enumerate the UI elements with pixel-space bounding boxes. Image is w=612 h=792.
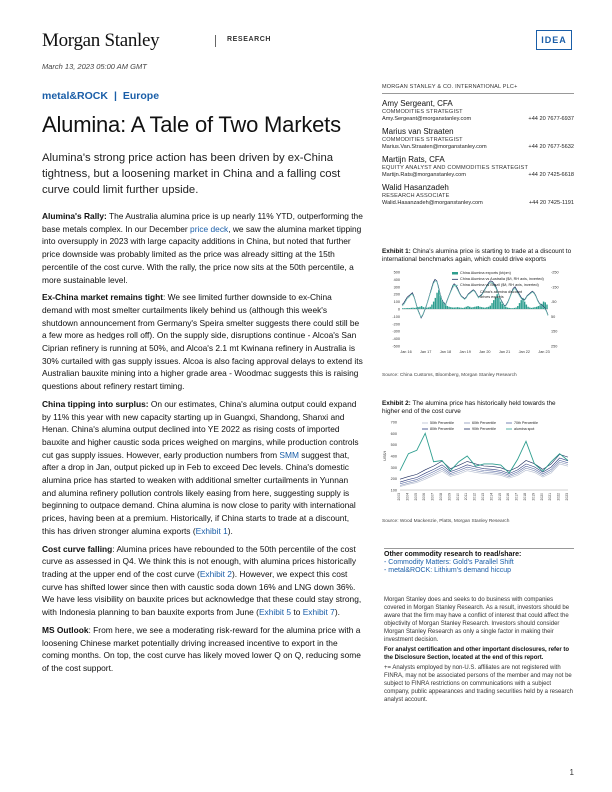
export-bar <box>405 308 406 309</box>
paragraph-alumina-rally: Alumina's Rally: The Australia alumina price is up nearly 11% YTD, outperforming the base metals complex. In our December price deck, we saw the alumina market tipping into oversupply in 2023 with large capacity additions in China, but noted that further price downside was probably limited as the price was already sitting at the 15th percentile of the cost curve. With the rally, the price now sits at the 50th percentile, a more sustainable level. <box>42 211 363 285</box>
export-bar <box>524 302 525 309</box>
y-tick: 500 <box>390 443 397 448</box>
series-name[interactable]: metal&ROCK <box>42 90 108 102</box>
exhibit-2-chart <box>382 416 574 512</box>
export-bar <box>454 308 455 309</box>
x-tick-label: Jan 16 <box>400 350 412 354</box>
article-body <box>42 210 364 675</box>
x-tick-label: Jan 18 <box>439 350 452 354</box>
export-bar <box>429 307 430 309</box>
x-tick-label: Jan 21 <box>498 350 511 354</box>
export-bar <box>462 308 463 309</box>
header-divider <box>215 35 216 47</box>
chart-annotation: drives exports <box>480 295 504 299</box>
export-bar <box>536 307 537 309</box>
x-tick-label: 2011 <box>464 493 469 501</box>
analyst-email[interactable]: Amy.Sergeant@morganstanley.com <box>382 116 472 122</box>
y-tick-left: -400 <box>392 337 400 342</box>
lead-cost-curve: Cost curve falling <box>42 543 113 554</box>
analyst-role: COMMODITIES STRATEGIST <box>382 109 463 115</box>
page-number: 1 <box>569 768 574 777</box>
exhibit-1-link[interactable]: Exhibit 1 <box>195 525 228 536</box>
y-tick-right: 50 <box>551 314 556 319</box>
export-bar <box>448 307 449 309</box>
export-bar <box>436 293 437 309</box>
export-bar <box>519 303 520 309</box>
exhibit-2 <box>382 400 574 524</box>
paragraph-ms-outlook: MS Outlook: From here, we see a moderating risk-reward for the alumina price with a loosening Chinese market potentially driving increased incentive to export in the coming months. On top, the cost curve has likely moved lower Q on Q, reducing some of the cost support. <box>42 624 361 673</box>
export-bar <box>514 308 515 309</box>
research-label: RESEARCH <box>227 36 272 43</box>
export-bar <box>478 306 479 309</box>
export-bar <box>459 308 460 309</box>
export-bar <box>402 308 403 309</box>
export-bar <box>508 308 509 309</box>
x-tick-label: 2008 <box>439 493 443 501</box>
export-bar <box>539 305 540 309</box>
y-tick-left: 0 <box>397 307 400 312</box>
other-research-link-2[interactable]: - metal&ROCK: Lithium's demand hiccup <box>384 567 511 574</box>
x-tick-label: 2009 <box>447 493 452 501</box>
exhibit-1-chart <box>382 264 574 366</box>
export-bar <box>431 305 432 309</box>
export-bar <box>447 306 448 309</box>
analyst-phone: +44 20 7677-6937 <box>528 116 574 122</box>
analyst-card <box>382 99 574 122</box>
legend-label: 50th Percentile <box>430 421 454 425</box>
analyst-phone: +44 20 7425-6618 <box>528 172 574 178</box>
export-bar <box>533 308 534 309</box>
y-tick: 300 <box>390 465 397 470</box>
export-bar <box>474 307 475 309</box>
disclosure <box>384 596 574 704</box>
analyst-email[interactable]: Marius.Van.Straaten@morganstanley.com <box>382 144 487 150</box>
publication-date: March 13, 2023 05:00 AM GMT <box>42 62 147 71</box>
y-tick-left: 100 <box>393 300 400 305</box>
brand-logo: Morgan Stanley <box>42 30 160 51</box>
analyst-phone: +44 20 7425-1191 <box>528 200 574 206</box>
exhibit-1-caption: Exhibit 1: China's alumina price is starting to trade at a discount to international benchmarks again, which could drive exports <box>382 248 572 263</box>
analyst-card <box>382 127 574 150</box>
x-tick-label: 2006 <box>422 493 427 501</box>
legend-label: alumina spot <box>514 427 535 431</box>
legend-label: China Alumina vs Australia ($/t, RH axis, inverted) <box>460 277 544 281</box>
y-tick-left: 200 <box>393 292 400 297</box>
export-bar <box>512 308 513 309</box>
analyst-name: Walid Hasanzadeh <box>382 183 449 192</box>
smm-link[interactable]: SMM <box>279 449 299 460</box>
export-bar <box>450 307 451 309</box>
idea-badge-label: IDEA <box>541 35 567 45</box>
affiliation: MORGAN STANLEY & CO. INTERNATIONAL PLC+ <box>382 84 574 94</box>
x-tick-label: 2014 <box>489 493 494 501</box>
legend-label: 70th Percentile <box>514 421 538 425</box>
disclosure-certification: For analyst certification and other important disclosures, refer to the Disclosure Section, located at the end of this report. <box>384 647 570 661</box>
export-bar <box>421 306 422 309</box>
export-bar <box>452 308 453 309</box>
exhibit-2-link[interactable]: Exhibit 2 <box>199 568 232 579</box>
export-bar <box>526 305 527 309</box>
y-tick: 400 <box>390 454 397 459</box>
export-bar <box>435 298 436 309</box>
x-tick-label: 2012 <box>472 493 477 501</box>
y-tick-right: 150 <box>551 329 558 334</box>
analyst-role: RESEARCH ASSOCIATE <box>382 193 450 199</box>
x-tick-label: 2015 <box>497 493 502 501</box>
export-bar <box>423 307 424 309</box>
exhibit-7-link[interactable]: Exhibit 7 <box>302 607 335 618</box>
export-bar <box>483 308 484 309</box>
y-axis-label: US$/t <box>383 451 387 461</box>
y-tick-left: -500 <box>392 344 400 349</box>
export-bar <box>428 307 429 309</box>
export-bar <box>469 307 470 309</box>
y-tick: 100 <box>390 488 397 493</box>
y-tick-left: 500 <box>393 270 400 275</box>
y-tick-left: 400 <box>393 277 400 282</box>
disclosure-finra: += Analysts employed by non-U.S. affiliates are not registered with FINRA, may not be associated persons of the member and may not be subject to FINRA restrictions on communications with a subject company, public appearances and trading securities held by a research analyst account. <box>384 665 573 703</box>
analyst-phone: +44 20 7677-5632 <box>528 144 574 150</box>
lead-ms-outlook: MS Outlook <box>42 624 89 635</box>
idea-badge <box>536 30 572 50</box>
export-bar <box>488 307 489 309</box>
export-bar <box>471 308 472 309</box>
exhibit-5-link[interactable]: Exhibit 5 <box>258 607 292 618</box>
y-tick-right: -50 <box>551 300 557 305</box>
x-tick-label: Jan 22 <box>518 350 530 354</box>
export-bar <box>404 308 405 309</box>
x-tick-label: 2003 <box>397 493 401 501</box>
x-tick-label: 2021 <box>548 493 553 501</box>
x-tick-label: 2022 <box>556 493 561 501</box>
x-tick-label: 2010 <box>455 493 460 501</box>
export-bar <box>467 306 468 309</box>
export-bar <box>460 308 461 309</box>
x-tick-label: Jan 23 <box>538 350 550 354</box>
analyst-email[interactable]: Martijn.Rats@morganstanley.com <box>382 172 466 178</box>
x-tick-label: 2004 <box>405 493 410 501</box>
y-tick-left: 300 <box>393 285 400 290</box>
export-bar <box>409 308 410 309</box>
x-tick-label: 2018 <box>523 493 527 501</box>
export-bar <box>419 307 420 309</box>
series-line <box>400 433 568 473</box>
y-tick-left: -100 <box>392 314 400 319</box>
y-tick: 600 <box>390 431 397 436</box>
analyst-panel <box>382 84 574 206</box>
export-bar <box>486 307 487 309</box>
export-bar <box>466 307 467 309</box>
export-bar <box>476 306 477 309</box>
x-tick-label: 2016 <box>506 493 511 501</box>
x-tick-label: 2017 <box>514 493 519 501</box>
x-tick-label: 2005 <box>413 493 418 501</box>
page-title: Alumina: A Tale of Two Markets <box>42 112 341 137</box>
export-bar <box>502 304 503 309</box>
subtitle: Alumina's strong price action has been driven by ex-China tightness, but a loosening market in China and a falling cost curve could limit further upside. <box>42 152 341 196</box>
export-bar <box>457 307 458 309</box>
analyst-name: Amy Sergeant, CFA <box>382 99 453 108</box>
x-tick-label: Jan 17 <box>420 350 432 354</box>
paragraph-ex-china: Ex-China market remains tight: We see limited further downside to ex-China demand with most smelter curtailments likely behind us (although this week's shutdown announcement from Germany's Speira smelter suggests there could still be a few more as hedges roll off). On the supply side, disruptions continue - Alcoa's San Ciprian refinery is running at 50%, and Alcoa's 2.1 mt Kwinana refinery in Australia is 30% curtailed with gas supply issues. Alcoa is also facing approval delays to extend its Australian bauxite mining into a higher grade area - Woodmac suggests this is raising questions about refinery restart timing. <box>42 292 363 392</box>
analyst-email[interactable]: Walid.Hasanzadeh@morganstanley.com <box>382 200 483 206</box>
export-bar <box>472 307 473 309</box>
export-bar <box>481 307 482 309</box>
y-tick-left: -300 <box>392 329 400 334</box>
lead-china-surplus: China tipping into surplus: <box>42 398 149 409</box>
analyst-role: EQUITY ANALYST AND COMMODITIES STRATEGIST <box>382 165 529 171</box>
x-tick-label: Jan 19 <box>459 350 471 354</box>
export-bar <box>414 308 415 309</box>
x-tick-label: Jan 20 <box>479 350 491 354</box>
export-bar <box>507 308 508 309</box>
export-bar <box>455 307 456 309</box>
main-column <box>42 90 364 680</box>
x-tick-label: 2013 <box>481 493 485 501</box>
legend-label: China Alumina vs Brazil ($/t, RH axis, inverted) <box>460 283 539 287</box>
export-bar <box>411 308 412 309</box>
report-header <box>42 30 572 52</box>
export-bar <box>531 308 532 309</box>
exhibit-2-source: Source: Wood Mackenzie, Platts, Morgan Stanley Research <box>382 519 510 524</box>
export-bar <box>498 298 499 309</box>
export-bar <box>479 307 480 309</box>
export-bar <box>464 308 465 309</box>
export-bar <box>505 307 506 309</box>
series-region[interactable]: Europe <box>122 90 160 102</box>
paragraph-cost-curve: Cost curve falling: Alumina prices have rebounded to the 50th percentile of the cost curve as assessed in Q4. We think this is not enough, with alumina prices historically trading at the upper end of the cost curve (Exhibit 2). However, we expect this cost curve has shifted lower since then with caustic soda down 16% and LNG down 36%. We have less visibility on bauxite prices but acknowledge that these could stay strong, with Indonesia planning to ban bauxite exports from June (Exhibit 5 to Exhibit 7). <box>42 543 362 618</box>
export-bar <box>491 303 492 309</box>
export-bar <box>517 306 518 309</box>
export-bar <box>407 308 408 309</box>
export-bar <box>534 307 535 309</box>
y-tick-right: -150 <box>551 285 559 290</box>
other-research-link-1[interactable]: - Commodity Matters: Gold's Parallel Shift <box>384 559 514 566</box>
paragraph-china-surplus: China tipping into surplus: On our estimates, China's alumina output could expand by 11% this year with new capacity starting up in Guangxi, Shandong, Shanxi and Henan. China's alumina output declined into YE 2022 as rising costs of imported bauxite and higher caustic soda prices weighed on margins, while production controls cut gas supply issues. However, early production numbers from SMM suggest that, after a drop in Jan, output picked up in Feb to exceed Dec levels. China's domestic alumina price has started to weaken with additional smelter curtailments in Yunnan and alumina refinery pollution controls likely easing from here, suggesting supply is beginning to outpace demand. China alumina is now close to parity with international prices, having been at a premium. Historically, if China starts to trade at a discount, this has driven stronger alumina exports (Exhibit 1). <box>42 398 359 536</box>
export-bar <box>515 308 516 309</box>
lead-ex-china: Ex-China market remains tight <box>42 292 164 303</box>
export-bar <box>433 302 434 309</box>
exhibit-2-caption: Exhibit 2: The alumina price has historically held towards the higher end of the cost curve <box>382 400 556 415</box>
x-tick-label: 2007 <box>430 493 435 501</box>
x-tick-label: 2023 <box>565 493 569 501</box>
analyst-list <box>382 99 574 206</box>
export-bar <box>500 302 501 309</box>
y-tick-left: -200 <box>392 322 400 327</box>
other-research-heading: Other commodity research to read/share: <box>384 551 522 558</box>
analyst-card <box>382 183 574 206</box>
export-bar <box>527 307 528 309</box>
series-line: metal&ROCK | Europe <box>42 90 160 102</box>
x-tick-label: 2019 <box>531 493 536 501</box>
export-bar <box>521 300 522 309</box>
y-tick-right: 250 <box>551 344 558 349</box>
exhibit-1-source: Source: China Customs, Bloomberg, Morgan Stanley Research <box>382 373 517 378</box>
export-bar <box>484 308 485 309</box>
analyst-role: COMMODITIES STRATEGIST <box>382 137 463 143</box>
x-tick-label: 2020 <box>539 493 544 501</box>
analyst-card <box>382 155 574 178</box>
legend-label: China Alumina exports (kt/pm) <box>460 271 511 275</box>
y-tick: 200 <box>390 477 397 482</box>
export-bar <box>510 308 511 309</box>
analyst-name: Marius van Straaten <box>382 127 454 136</box>
y-tick-right: -250 <box>551 270 559 275</box>
export-bar <box>490 306 491 309</box>
y-tick: 700 <box>390 420 397 425</box>
legend-label: 90th Percentile <box>472 427 496 431</box>
exhibit-1 <box>382 248 574 378</box>
legend-label: 60th Percentile <box>472 421 496 425</box>
legend-label: 80th Percentile <box>430 427 454 431</box>
export-bar <box>426 308 427 309</box>
export-bar <box>412 308 413 309</box>
export-bar <box>529 308 530 309</box>
disclosure-conflict: Morgan Stanley does and seeks to do business with companies covered in Morgan Stanley Research. As a result, investors should be aware that the firm may have a conflict of interest that could affect the objectivity of Morgan Stanley Research. Investors should consider Morgan Stanley Research as only a single factor in making their investment decision. <box>384 597 570 643</box>
export-bar <box>538 306 539 309</box>
analyst-name: Martijn Rats, CFA <box>382 155 445 164</box>
lead-alumina-rally: Alumina's Rally: <box>42 211 107 221</box>
chart-annotation: China's alumina discount <box>480 290 523 294</box>
export-bar <box>493 300 494 309</box>
export-bar <box>546 305 547 309</box>
price-deck-link[interactable]: price deck <box>190 223 229 234</box>
other-research <box>384 548 574 574</box>
legend-swatch <box>452 272 458 275</box>
